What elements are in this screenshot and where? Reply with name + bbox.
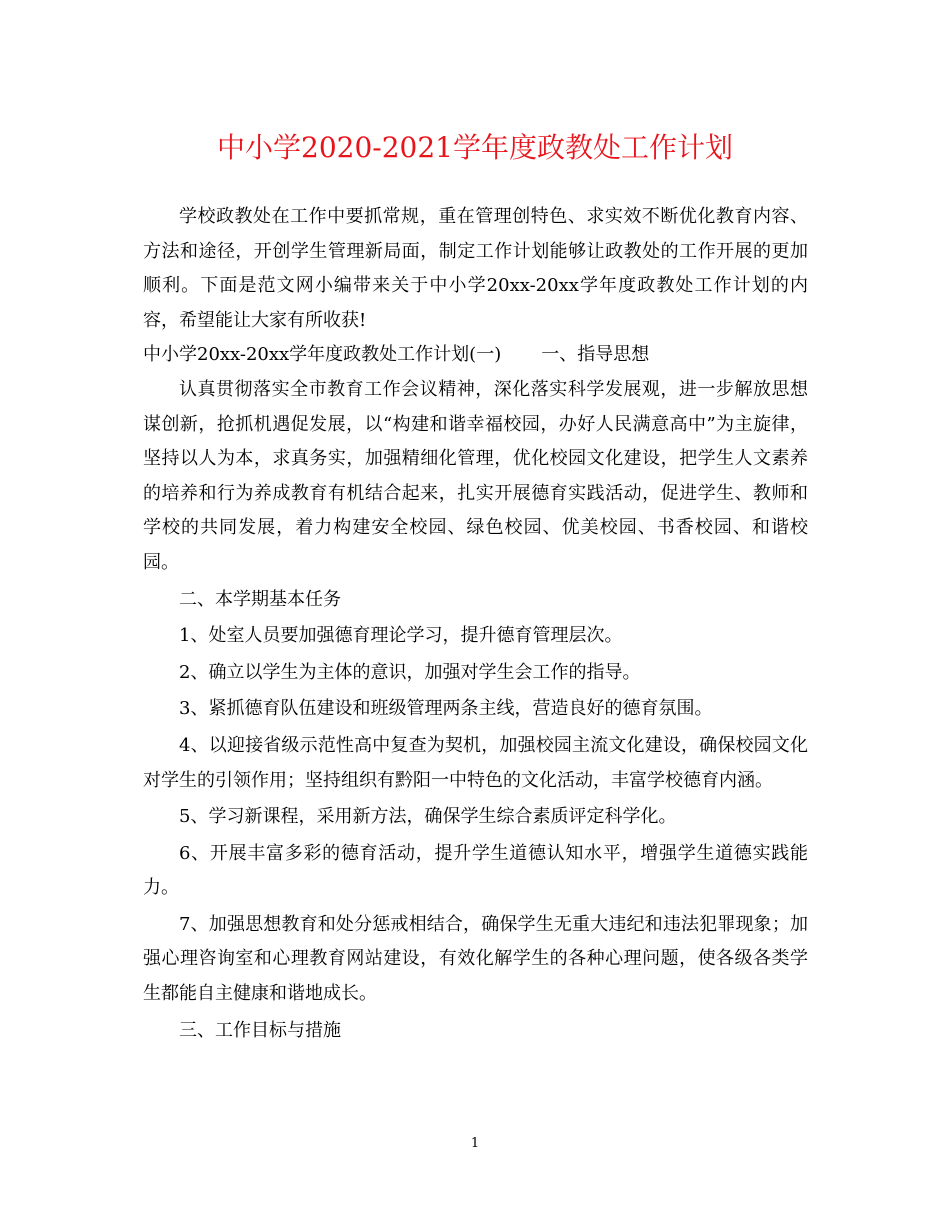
task-item: 4、以迎接省级示范性高中复查为契机，加强校园主流文化建设，确保校园文化对学生的引领作用；坚持组织有黔阳一中特色的文化活动，丰富学校德育内涵。 [143,734,808,791]
intro-paragraph: 学校政教处在工作中要抓常规，重在管理创特色、求实效不断优化教育内容、方法和途径，开创学生管理新局面，制定工作计划能够让政教处的工作开展的更加顺利。下面是范文网小编带来关于中小学20xx-20xx学年度政教处工作计划的内容，希望能让大家有所收获! [143,206,808,331]
task-item: 6、开展丰富多彩的德育活动，提升学生道德认知水平，增强学生道德实践能力。 [143,842,808,899]
task-item: 1、处室人员要加强德育理论学习，提升德育管理层次。 [179,625,623,647]
section2-heading: 二、本学期基本任务 [179,588,341,610]
section1-body: 认真贯彻落实全市教育工作会议精神，深化落实科学发展观，进一步解放思想谋创新，抢抓机遇促发展，以“构建和谐幸福校园，办好人民满意高中”为主旋律，坚持以人为本，求真务实，加强精细化管理，优化校园文化建设，把学生人文素养的培养和行为养成教育有机结合起来，扎实开展德育实践活动，促进学生、教师和学校的共同发展，着力构建安全校园、绿色校园、优美校园、书香校园、和谐校园。 [143,378,808,573]
page-number: 1 [470,1136,480,1151]
task-item: 7、加强思想教育和处分惩戒相结合，确保学生无重大违纪和违法犯罪现象；加强心理咨询室和心理教育网站建设，有效化解学生的各种心理问题，使各级各类学生都能自主健康和谐地成长。 [143,913,808,1005]
section3-heading: 三、工作目标与措施 [179,1019,341,1041]
task-item: 3、紧抓德育队伍建设和班级管理两条主线，营造良好的德育氛围。 [179,698,713,720]
plan-heading-line [143,338,808,373]
task-item: 5、学习新课程，采用新方法，确保学生综合素质评定科学化。 [179,806,677,828]
document-body [143,200,808,1048]
document-title: 中小学2020-2021学年度政教处工作计划 [217,131,733,164]
section1-heading: 一、指导思想 [541,344,650,366]
plan-heading: 中小学20xx-20xx学年度政教处工作计划(一) [143,344,502,366]
task-item: 2、确立以学生为主体的意识，加强对学生会工作的指导。 [179,661,641,683]
